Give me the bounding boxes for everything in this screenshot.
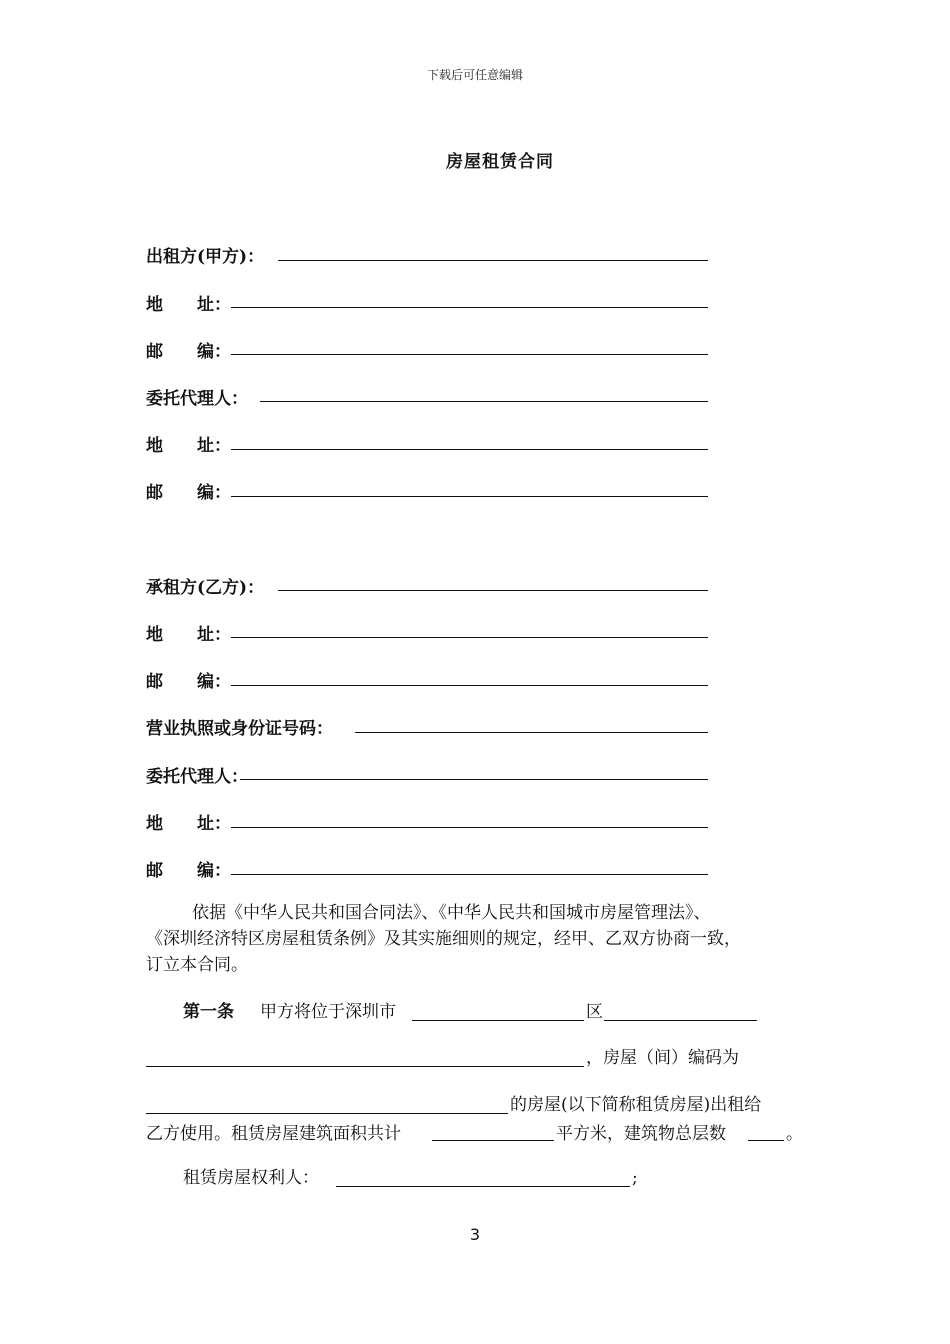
document-title: 房屋租赁合同 (446, 152, 554, 172)
owner-blank-line[interactable] (336, 1186, 630, 1187)
area-blank-line[interactable] (432, 1140, 554, 1141)
lessor-agent-postcode-line[interactable] (231, 496, 708, 497)
lessee-name-line[interactable] (278, 590, 708, 591)
lessor-postcode-line[interactable] (231, 354, 708, 355)
lessee-address-line[interactable] (231, 637, 708, 638)
lessee-agent-label: 委托代理人： (146, 767, 248, 787)
lessor-agent-address-label: 地 址： (146, 436, 231, 456)
lessee-postcode-line[interactable] (231, 685, 708, 686)
preamble-line-1: 依据《中华人民共和国合同法》、《中华人民共和国城市房屋管理法》、 (192, 903, 711, 923)
lessee-postcode-label: 邮 编： (146, 672, 231, 692)
lessee-license-label: 营业执照或身份证号码： (146, 719, 333, 739)
article-1-text-g: 。 (786, 1124, 803, 1144)
article-1-text-c: ，房屋（间）编码为 (586, 1048, 739, 1068)
article-1-text-d: 的房屋(以下简称租赁房屋)出租给 (510, 1095, 762, 1115)
article-1-text-f: 平方米，建筑物总层数 (556, 1124, 726, 1144)
lessee-agent-line[interactable] (240, 779, 708, 780)
lessee-address-label: 地 址： (146, 625, 231, 645)
page-number: 3 (469, 1225, 481, 1244)
page-header: 下载后可任意编辑 (426, 68, 523, 82)
lessor-agent-label: 委托代理人： (146, 389, 248, 409)
lessor-address-label: 地 址： (146, 295, 231, 315)
property-code-line[interactable] (146, 1113, 508, 1114)
floors-blank-line[interactable] (748, 1140, 784, 1141)
lessee-label: 承租方(乙方)： (146, 578, 265, 598)
lessee-agent-address-line[interactable] (231, 827, 708, 828)
district-blank-line[interactable] (412, 1020, 584, 1021)
property-location-line[interactable] (146, 1066, 584, 1067)
article-1-text-e: 乙方使用。租赁房屋建筑面积共计 (146, 1124, 401, 1144)
lessor-agent-line[interactable] (260, 401, 708, 402)
lessor-address-line[interactable] (231, 307, 708, 308)
lessor-postcode-label: 邮 编： (146, 342, 231, 362)
lessee-agent-postcode-label: 邮 编： (146, 861, 231, 881)
lessor-name-line[interactable] (278, 260, 708, 261)
lessee-license-line[interactable] (355, 732, 708, 733)
preamble-line-2: 《深圳经济特区房屋租赁条例》及其实施细则的规定，经甲、乙双方协商一致， (146, 929, 741, 949)
owner-label: 租赁房屋权利人： (183, 1168, 319, 1188)
lessor-agent-postcode-label: 邮 编： (146, 483, 231, 503)
preamble-line-3: 订立本合同。 (146, 955, 248, 975)
owner-end-mark: ; (632, 1168, 638, 1188)
street-blank-line[interactable] (604, 1020, 757, 1021)
lessee-agent-postcode-line[interactable] (231, 874, 708, 875)
article-1-heading: 第一条 (183, 1002, 234, 1022)
lessor-label: 出租方(甲方)： (146, 247, 265, 267)
article-1-text-a: 甲方将位于深圳市 (260, 1002, 396, 1022)
lessor-agent-address-line[interactable] (231, 449, 708, 450)
lessee-agent-address-label: 地 址： (146, 814, 231, 834)
article-1-text-b: 区 (586, 1002, 603, 1022)
